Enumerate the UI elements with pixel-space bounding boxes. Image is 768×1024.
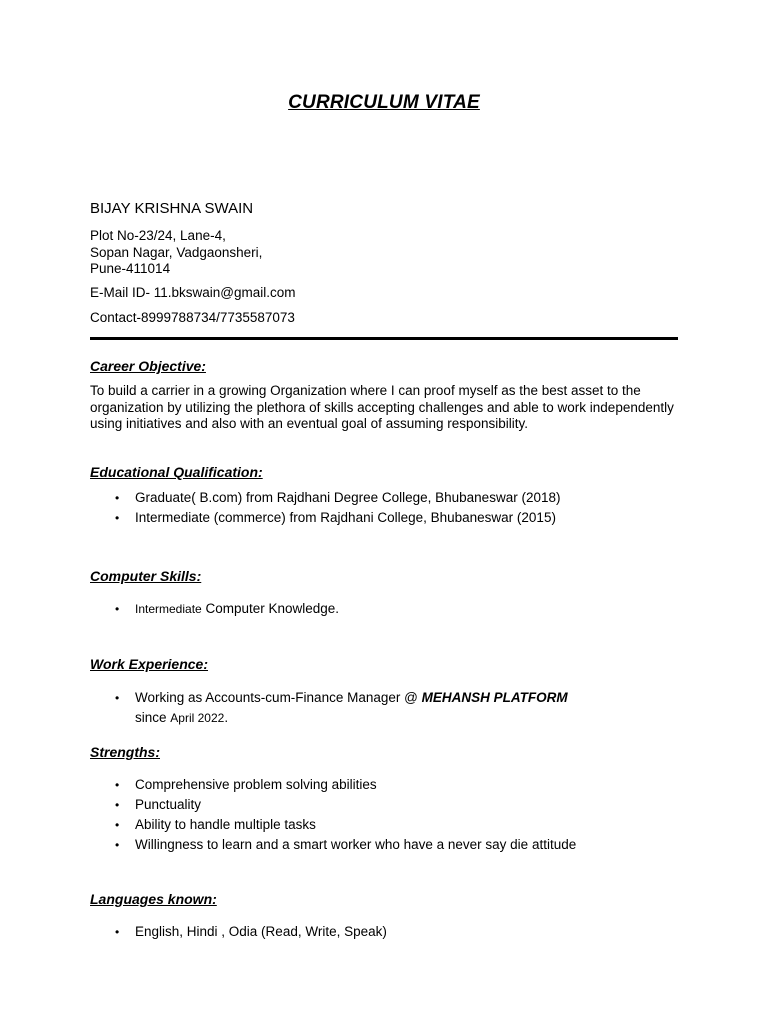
list-item: • Willingness to learn and a smart worker who have a never say die attitude xyxy=(90,835,576,855)
languages-heading: Languages known: xyxy=(90,891,217,907)
bullet-icon: • xyxy=(115,511,120,525)
education-list xyxy=(90,488,560,528)
list-item: • Punctuality xyxy=(90,795,576,815)
bullet-icon: • xyxy=(115,602,120,616)
header-divider xyxy=(90,337,678,340)
bullet-icon: • xyxy=(115,925,120,939)
bullet-icon: • xyxy=(115,838,120,852)
work-experience-list xyxy=(90,688,568,728)
computer-skills-heading: Computer Skills: xyxy=(90,568,202,584)
career-objective-heading: Career Objective: xyxy=(90,358,206,374)
list-item: • Intermediate (commerce) from Rajdhani College, Bhubaneswar (2015) xyxy=(90,508,560,528)
address-line: Sopan Nagar, Vadgaonsheri, xyxy=(90,244,263,260)
computer-skills-list xyxy=(90,599,339,619)
phone-line: Contact-8999788734/7735587073 xyxy=(90,310,295,325)
bullet-icon: • xyxy=(115,691,120,705)
career-objective-text: To build a carrier in a growing Organization where I can proof myself as the best asset to the organization by utilizing the plethora of skills accepting challenges and able to work independently using initiatives and also with an eventual goal of assuming responsibility. xyxy=(90,383,674,431)
bullet-icon: • xyxy=(115,778,120,792)
bullet-icon: • xyxy=(115,798,120,812)
list-item: • English, Hindi , Odia (Read, Write, Speak) xyxy=(90,922,387,942)
address-block xyxy=(90,228,262,278)
list-item: • Graduate( B.com) from Rajdhani Degree College, Bhubaneswar (2018) xyxy=(90,488,560,508)
bullet-icon: • xyxy=(115,818,120,832)
email-line: E-Mail ID- 11.bkswain@gmail.com xyxy=(90,285,296,300)
list-item: • Ability to handle multiple tasks xyxy=(90,815,576,835)
list-item: • Working as Accounts-cum-Finance Manager @ MEHANSH PLATFORM since April 2022. xyxy=(115,690,568,725)
education-heading: Educational Qualification: xyxy=(90,464,263,480)
strengths-list xyxy=(90,775,576,855)
work-experience-heading: Work Experience: xyxy=(90,656,209,672)
company-name: MEHANSH PLATFORM xyxy=(421,690,568,705)
strengths-heading: Strengths: xyxy=(90,744,160,760)
list-item: • Intermediate Computer Knowledge. xyxy=(90,599,339,619)
list-item: • Comprehensive problem solving abilities xyxy=(90,775,576,795)
document-title: CURRICULUM VITAE xyxy=(288,92,480,113)
languages-list xyxy=(90,922,387,942)
address-line: Pune-411014 xyxy=(90,261,171,276)
address-line: Plot No-23/24, Lane-4, xyxy=(90,228,226,243)
candidate-name: BIJAY KRISHNA SWAIN xyxy=(90,200,254,217)
bullet-icon: • xyxy=(115,491,120,505)
